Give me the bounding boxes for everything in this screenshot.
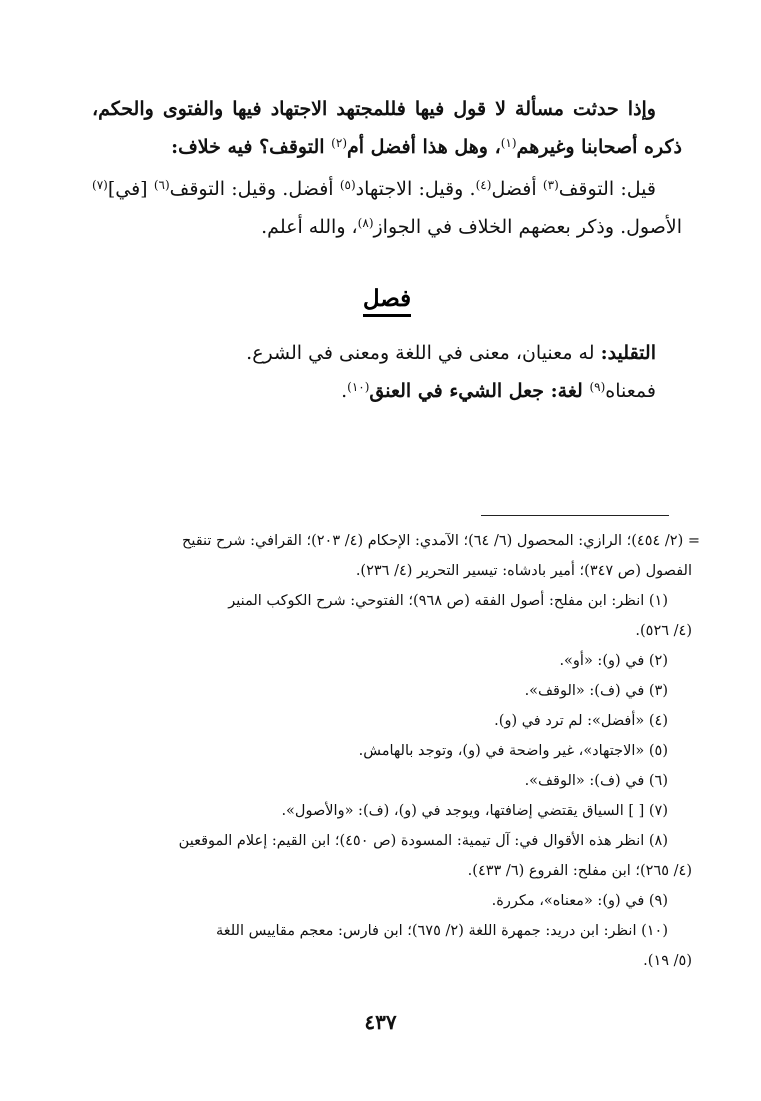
paragraph-linguistic-meaning: فمعناه$^{(٩)}$ لغة: جعل الشيء في العنق$^{(١٠)}$.: [341, 380, 656, 402]
footnotes: [92, 526, 700, 976]
footnote-1: (١) انظر: ابن مفلح: أصول الفقه (ص ٩٦٨)؛ الفتوحي: شرح الكوكب المنير: [228, 593, 668, 609]
footnote-carryover-cont: الفصول (ص ٣٤٧)؛ أمير بادشاه: تيسير التحرير (٤/ ٢٣٦).: [355, 563, 692, 579]
footnote-10: (١٠) انظر: ابن دريد: جمهرة اللغة (٢/ ٦٧٥)؛ ابن فارس: معجم مقاييس اللغة: [215, 923, 668, 939]
footnote-8: (٨) انظر هذه الأقوال في: آل تيمية: المسودة (ص ٤٥٠)؛ ابن القيم: إعلام الموقعين: [178, 833, 668, 849]
paragraph-definition: التقليد: له معنيان، معنى في اللغة ومعنى في الشرع.: [246, 342, 656, 364]
footnote-8-cont: (٤/ ٢٦٥)؛ ابن مفلح: الفروع (٦/ ٤٣٣).: [467, 863, 692, 879]
footnote-3: (٣) في (ف): «الوقف».: [524, 683, 668, 699]
footnote-carryover: = (٢/ ٤٥٤)؛ الرازي: المحصول (٦/ ٦٤)؛ الآمدي: الإحكام (٤/ ٢٠٣)؛ القرافي: شرح تنقيح: [181, 533, 700, 549]
footnote-marker-8[interactable]: (٨): [357, 216, 374, 230]
footnote-marker-6[interactable]: (٦): [153, 178, 170, 192]
footnote-marker-2[interactable]: (٢): [331, 136, 347, 150]
footnote-10-cont: (٥/ ١٩).: [643, 953, 692, 969]
footnote-marker-1[interactable]: (١): [500, 136, 517, 150]
footnote-marker-5[interactable]: (٥): [339, 178, 356, 192]
paragraph-opinions: قيل: التوقف$^{(٣)}$ أفضل$^{(٤)}$. وقيل: الاجتهاد$^{(٥)}$ أفضل. وقيل: التوقف$^{(٦)}$ [في]$^{(٧)}$ الأصول. وذكر بعضهم الخلاف في الجواز$^{(٨)}$، والله أعلم.: [92, 178, 682, 238]
main-text: [92, 90, 682, 410]
footnote-6: (٦) في (ف): «الوقف».: [524, 773, 668, 789]
footnote-5: (٥) «الاجتهاد»، غير واضحة في (و)، وتوجد بالهامش.: [358, 743, 668, 759]
footnote-marker-10[interactable]: (١٠): [347, 380, 370, 394]
footnote-marker-3[interactable]: (٣): [542, 178, 559, 192]
footnote-4: (٤) «أفضل»: لم ترد في (و).: [494, 713, 668, 729]
footnote-marker-4[interactable]: (٤): [475, 178, 492, 192]
page-number: ٤٣٧: [364, 1010, 397, 1034]
footnote-2: (٢) في (و): «أو».: [559, 653, 668, 669]
footnote-marker-9[interactable]: (٩): [589, 380, 606, 394]
footnote-1-cont: (٤/ ٥٢٦).: [635, 623, 692, 639]
footnote-7: (٧) [ ] السياق يقتضي إضافتها، ويوجد في (و)، (ف): «والأصول».: [281, 803, 668, 819]
footnote-marker-7[interactable]: (٧): [92, 178, 108, 192]
paragraph-question: وإذا حدثت مسألة لا قول فيها فللمجتهد الاجتهاد فيها والفتوى والحكم، ذكره أصحابنا وغيرهم$^{(١)}$، وهل هذا أفضل أم$^{(٢)}$ التوقف؟ فيه خلاف:: [92, 98, 682, 158]
section-heading: فصل: [92, 280, 682, 318]
footnote-separator: [481, 515, 669, 516]
footnote-9: (٩) في (و): «معناه»، مكررة.: [491, 893, 668, 909]
